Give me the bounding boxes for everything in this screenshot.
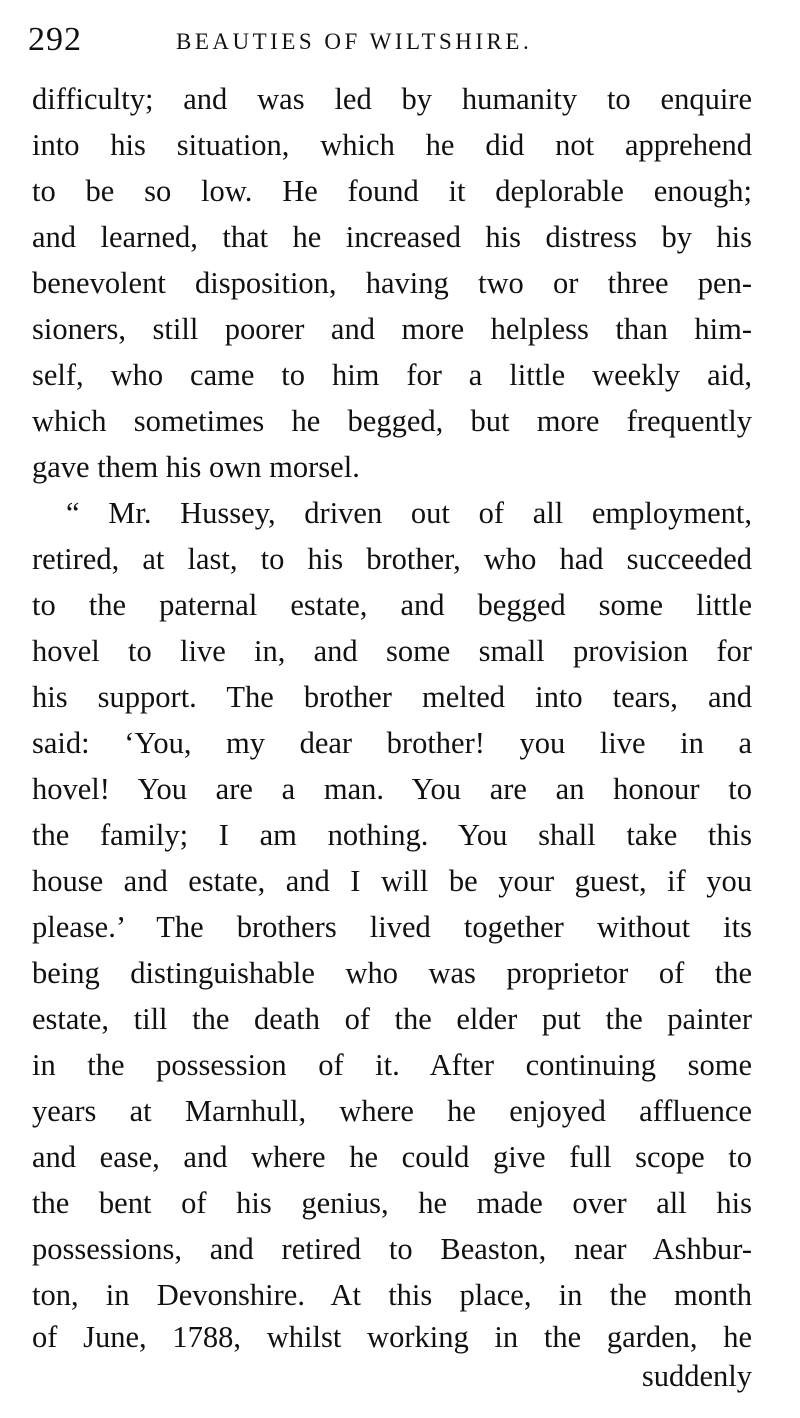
text-line: estate, till the death of the elder put the painter (32, 1002, 752, 1036)
text-line: said: ‘You, my dear brother! you live in a (32, 726, 752, 760)
page-number: 292 (28, 21, 82, 58)
text-line: which sometimes he begged, but more frequently (32, 404, 752, 438)
text-line: years at Marnhull, where he enjoyed affluence (32, 1094, 752, 1128)
text-line: “ Mr. Hussey, driven out of all employment, (66, 496, 752, 530)
text-line: hovel to live in, and some small provision for (32, 634, 752, 668)
catchword: suddenly (641, 1359, 752, 1393)
text-line: sioners, still poorer and more helpless than him- (32, 312, 752, 346)
text-line: house and estate, and I will be your guest, if you (32, 864, 752, 898)
text-line: difficulty; and was led by humanity to enquire (32, 82, 752, 116)
text-line: and ease, and where he could give full scope to (32, 1140, 752, 1174)
text-line: gave them his own morsel. (32, 450, 360, 484)
text-line: being distinguishable who was proprietor of the (32, 956, 752, 990)
text-line: self, who came to him for a little weekly aid, (32, 358, 752, 392)
text-line: the bent of his genius, he made over all his (32, 1186, 752, 1220)
text-line: of June, 1788, whilst working in the garden, he (32, 1320, 752, 1354)
text-line: his support. The brother melted into tears, and (32, 680, 752, 714)
text-line: in the possession of it. After continuing some (32, 1048, 752, 1082)
page-header (28, 18, 758, 62)
text-line: possessions, and retired to Beaston, near Ashbur- (32, 1232, 752, 1266)
text-line: hovel! You are a man. You are an honour to (32, 772, 752, 806)
text-line: and learned, that he increased his distress by his (32, 220, 752, 254)
text-line: into his situation, which he did not apprehend (32, 128, 752, 162)
text-line: to be so low. He found it deplorable enough; (32, 174, 752, 208)
text-line: benevolent disposition, having two or three pen- (32, 266, 752, 300)
text-line: please.’ The brothers lived together without its (32, 910, 752, 944)
text-line: to the paternal estate, and begged some little (32, 588, 752, 622)
text-line: the family; I am nothing. You shall take this (32, 818, 752, 852)
text-line: retired, at last, to his brother, who had succeeded (32, 542, 752, 576)
running-head: BEAUTIES OF WILTSHIRE. (176, 29, 533, 54)
text-line: ton, in Devonshire. At this place, in the month (32, 1278, 752, 1312)
